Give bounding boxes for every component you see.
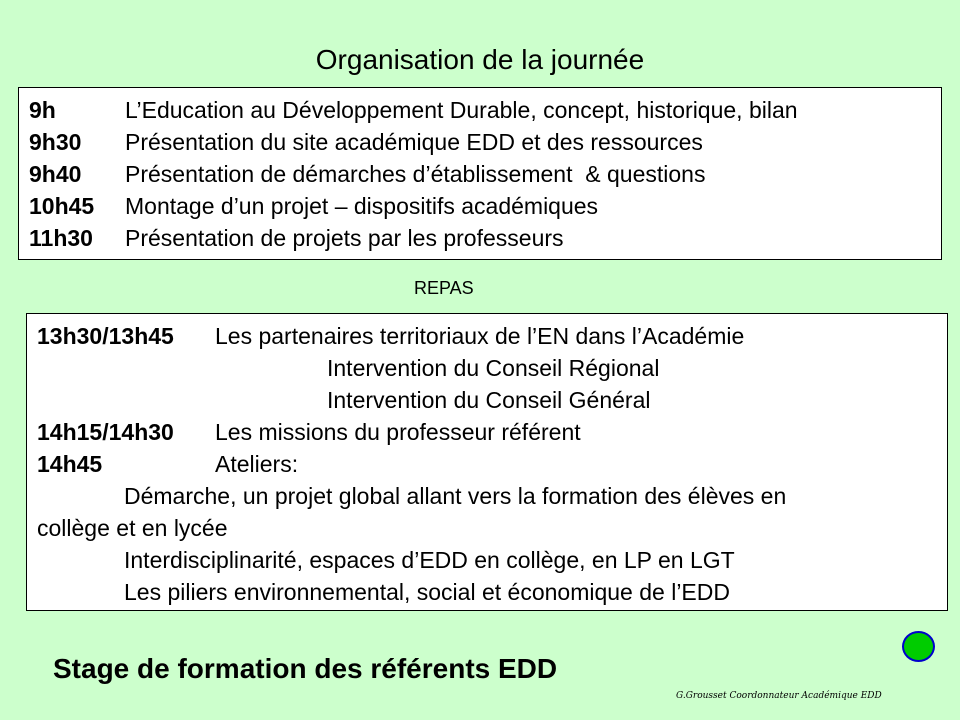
- schedule-row: [29, 158, 941, 190]
- schedule-time: 9h30: [29, 129, 82, 155]
- schedule-time: 9h40: [29, 161, 82, 187]
- schedule-desc: Présentation de démarches d’établissement & questions: [125, 161, 706, 187]
- schedule-time: 11h30: [29, 225, 93, 251]
- workshop-item: Démarche, un projet global allant vers la formation des élèves en: [124, 483, 787, 509]
- schedule-desc: Présentation de projets par les professeurs: [125, 225, 564, 251]
- footer-title: Stage de formation des référents EDD: [53, 653, 558, 684]
- green-circle-icon: [902, 631, 935, 662]
- schedule-subrow: [37, 384, 947, 416]
- workshop-item: Interdisciplinarité, espaces d’EDD en collège, en LP en LGT: [124, 547, 735, 573]
- schedule-row: [29, 190, 941, 222]
- schedule-desc: Les missions du professeur référent: [215, 419, 581, 445]
- schedule-desc: Ateliers:: [215, 451, 299, 477]
- workshop-item: Les piliers environnemental, social et économique de l’EDD: [124, 579, 730, 605]
- schedule-time: 14h15/14h30: [37, 419, 174, 445]
- schedule-subitem: Intervention du Conseil Régional: [327, 355, 660, 381]
- schedule-subrow: [37, 352, 947, 384]
- schedule-time: 10h45: [29, 193, 95, 219]
- schedule-time: 14h45: [37, 451, 103, 477]
- author-credit: G.Grousset Coordonnateur Académique EDD: [676, 691, 882, 701]
- schedule-row: [37, 320, 947, 352]
- schedule-row: [29, 222, 941, 254]
- workshop-item-continued: collège et en lycée: [37, 515, 228, 541]
- break-label: REPAS: [414, 278, 474, 298]
- schedule-desc: Montage d’un projet – dispositifs académiques: [125, 193, 599, 219]
- schedule-row: [37, 416, 947, 448]
- schedule-desc: L’Education au Développement Durable, concept, historique, bilan: [125, 97, 798, 123]
- afternoon-schedule-box: [26, 313, 948, 611]
- schedule-desc: Présentation du site académique EDD et des ressources: [125, 129, 703, 155]
- schedule-time: 9h: [29, 97, 56, 123]
- schedule-row: [29, 94, 941, 126]
- morning-schedule-box: [18, 87, 942, 260]
- schedule-time: 13h30/13h45: [37, 323, 174, 349]
- page-title: Organisation de la journée: [315, 44, 645, 75]
- schedule-desc: Les partenaires territoriaux de l’EN dans l’Académie: [215, 323, 745, 349]
- schedule-row: [37, 448, 947, 480]
- schedule-row: [29, 126, 941, 158]
- schedule-subitem: Intervention du Conseil Général: [327, 387, 651, 413]
